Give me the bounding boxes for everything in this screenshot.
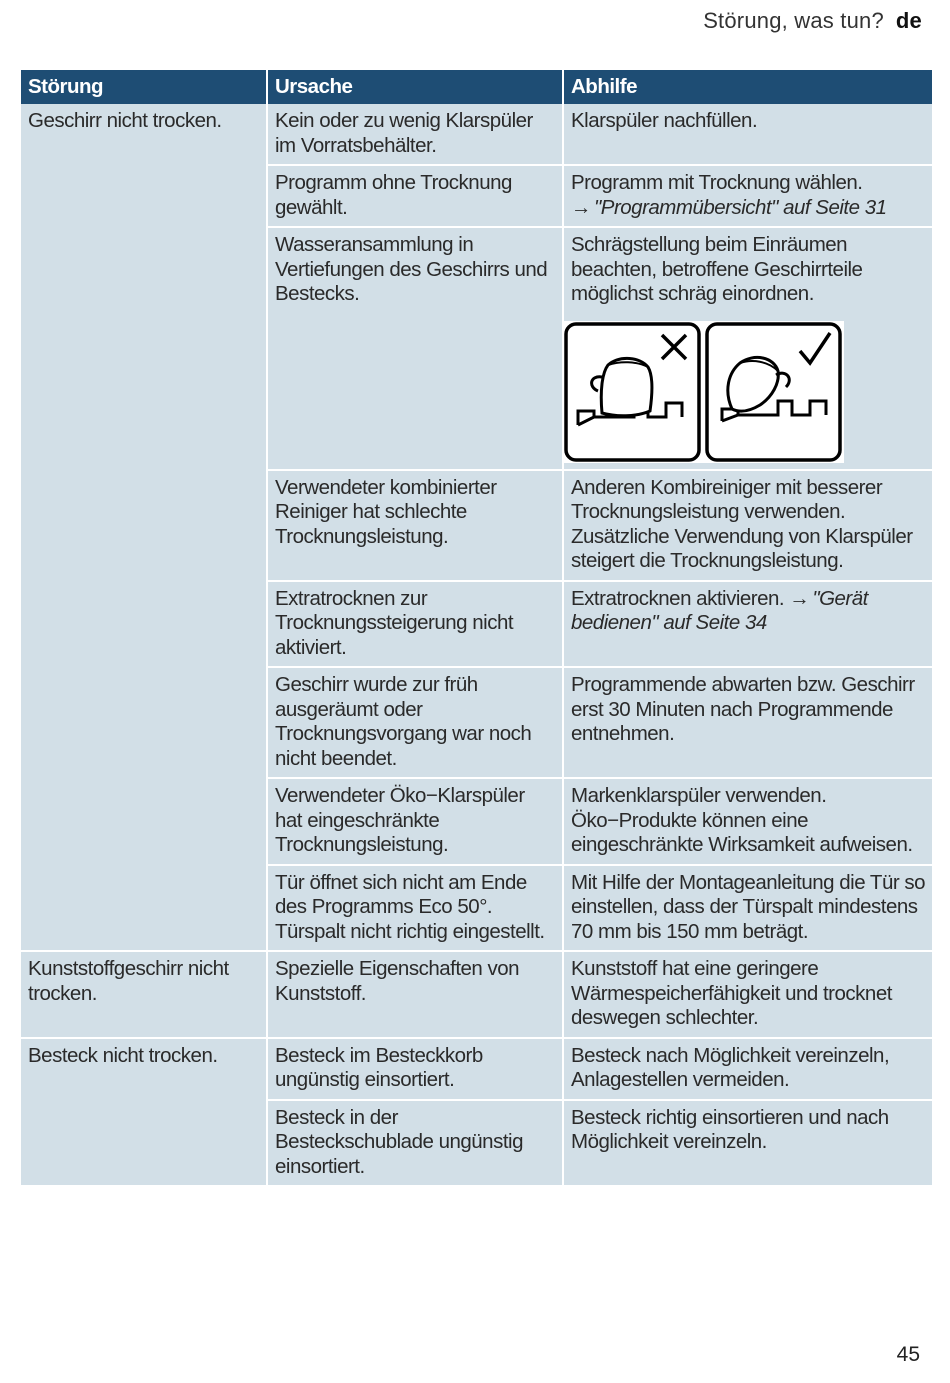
cause-cell: Programm ohne Trocknung gewählt. (267, 165, 563, 227)
remedy-cell: Schrägstellung beim Einräumen beachten, betroffene Geschirrteile möglichst schräg einordnen. (563, 227, 932, 313)
cause-cell: Besteck im Besteckkorb ungünstig einsortiert. (267, 1038, 563, 1100)
remedy-cell: Programmende abwarten bzw. Geschirr erst 30 Minuten nach Programmende entnehmen. (563, 667, 932, 778)
header-cause: Ursache (267, 70, 563, 104)
remedy-cell (563, 165, 932, 227)
remedy-cell: Markenklarspüler verwenden. Öko−Produkte können eine eingeschränkte Wirksamkeit aufweisen. (563, 778, 932, 865)
table-row (21, 1038, 932, 1100)
cause-cell: Verwendeter kombinierter Reiniger hat schlechte Trocknungsleistung. (267, 470, 563, 581)
page-reference-link[interactable]: "Programmübersicht" auf Seite 31 (594, 195, 887, 219)
cup-tilted-correct-icon (707, 324, 840, 460)
remedy-cell (563, 581, 932, 668)
fault-cell: Kunststoffgeschirr nicht trocken. (21, 951, 267, 1038)
running-head (703, 8, 922, 34)
remedy-cell: Anderen Kombireiniger mit besserer Trocknungsleistung verwenden. Zusätzliche Verwendung von Klarspüler steigert die Trocknungsleistung. (563, 470, 932, 581)
header-fault: Störung (21, 70, 267, 104)
cause-cell: Verwendeter Öko−Klarspüler hat eingeschränkte Trocknungsleistung. (267, 778, 563, 865)
header-remedy: Abhilfe (563, 70, 932, 104)
cause-cell: Geschirr wurde zur früh ausgeräumt oder Trocknungsvorgang war noch nicht beendet. (267, 667, 563, 778)
loading-illustration (564, 321, 844, 463)
remedy-cell: Besteck richtig einsortieren und nach Möglichkeit vereinzeln. (563, 1100, 932, 1186)
cup-upright-wrong-icon (566, 324, 699, 460)
table-header-row (21, 70, 932, 104)
cause-cell: Kein oder zu wenig Klarspüler im Vorratsbehälter. (267, 104, 563, 165)
remedy-cell: Klarspüler nachfüllen. (563, 104, 932, 165)
arrow-right-icon: → (571, 195, 591, 219)
section-title: Störung, was tun? (703, 8, 884, 33)
cause-cell: Tür öffnet sich nicht am Ende des Programms Eco 50°. Türspalt nicht richtig eingestellt. (267, 865, 563, 952)
language-code: de (895, 8, 922, 33)
cause-cell: Besteck in der Besteckschublade ungünstig einsortiert. (267, 1100, 563, 1186)
remedy-text: Programm mit Trocknung wählen. (571, 171, 863, 194)
cause-cell: Extratrocknen zur Trocknungssteigerung nicht aktiviert. (267, 581, 563, 668)
cause-cell: Wasseransammlung in Vertiefungen des Geschirrs und Bestecks. (267, 227, 563, 470)
table-row (21, 951, 932, 1038)
table-row (21, 104, 932, 165)
remedy-text: Extratrocknen aktivieren. (571, 586, 785, 610)
arrow-right-icon: → (789, 586, 810, 610)
illustration-cell (563, 313, 932, 470)
troubleshooting-table (21, 70, 932, 1185)
fault-cell: Besteck nicht trocken. (21, 1038, 267, 1186)
remedy-cell: Besteck nach Möglichkeit vereinzeln, Anlagestellen vermeiden. (563, 1038, 932, 1100)
page-number: 45 (896, 1343, 920, 1366)
remedy-cell: Mit Hilfe der Montageanleitung die Tür so einstellen, dass der Türspalt mindestens 70 mm bis 150 mm beträgt. (563, 865, 932, 952)
page-reference-link[interactable]: "Gerät bedienen" auf Seite 34 (571, 586, 868, 634)
cause-cell: Spezielle Eigenschaften von Kunststoff. (267, 951, 563, 1038)
fault-cell: Geschirr nicht trocken. (21, 104, 267, 951)
remedy-cell: Kunststoff hat eine geringere Wärmespeicherfähigkeit und trocknet deswegen schlechter. (563, 951, 932, 1038)
